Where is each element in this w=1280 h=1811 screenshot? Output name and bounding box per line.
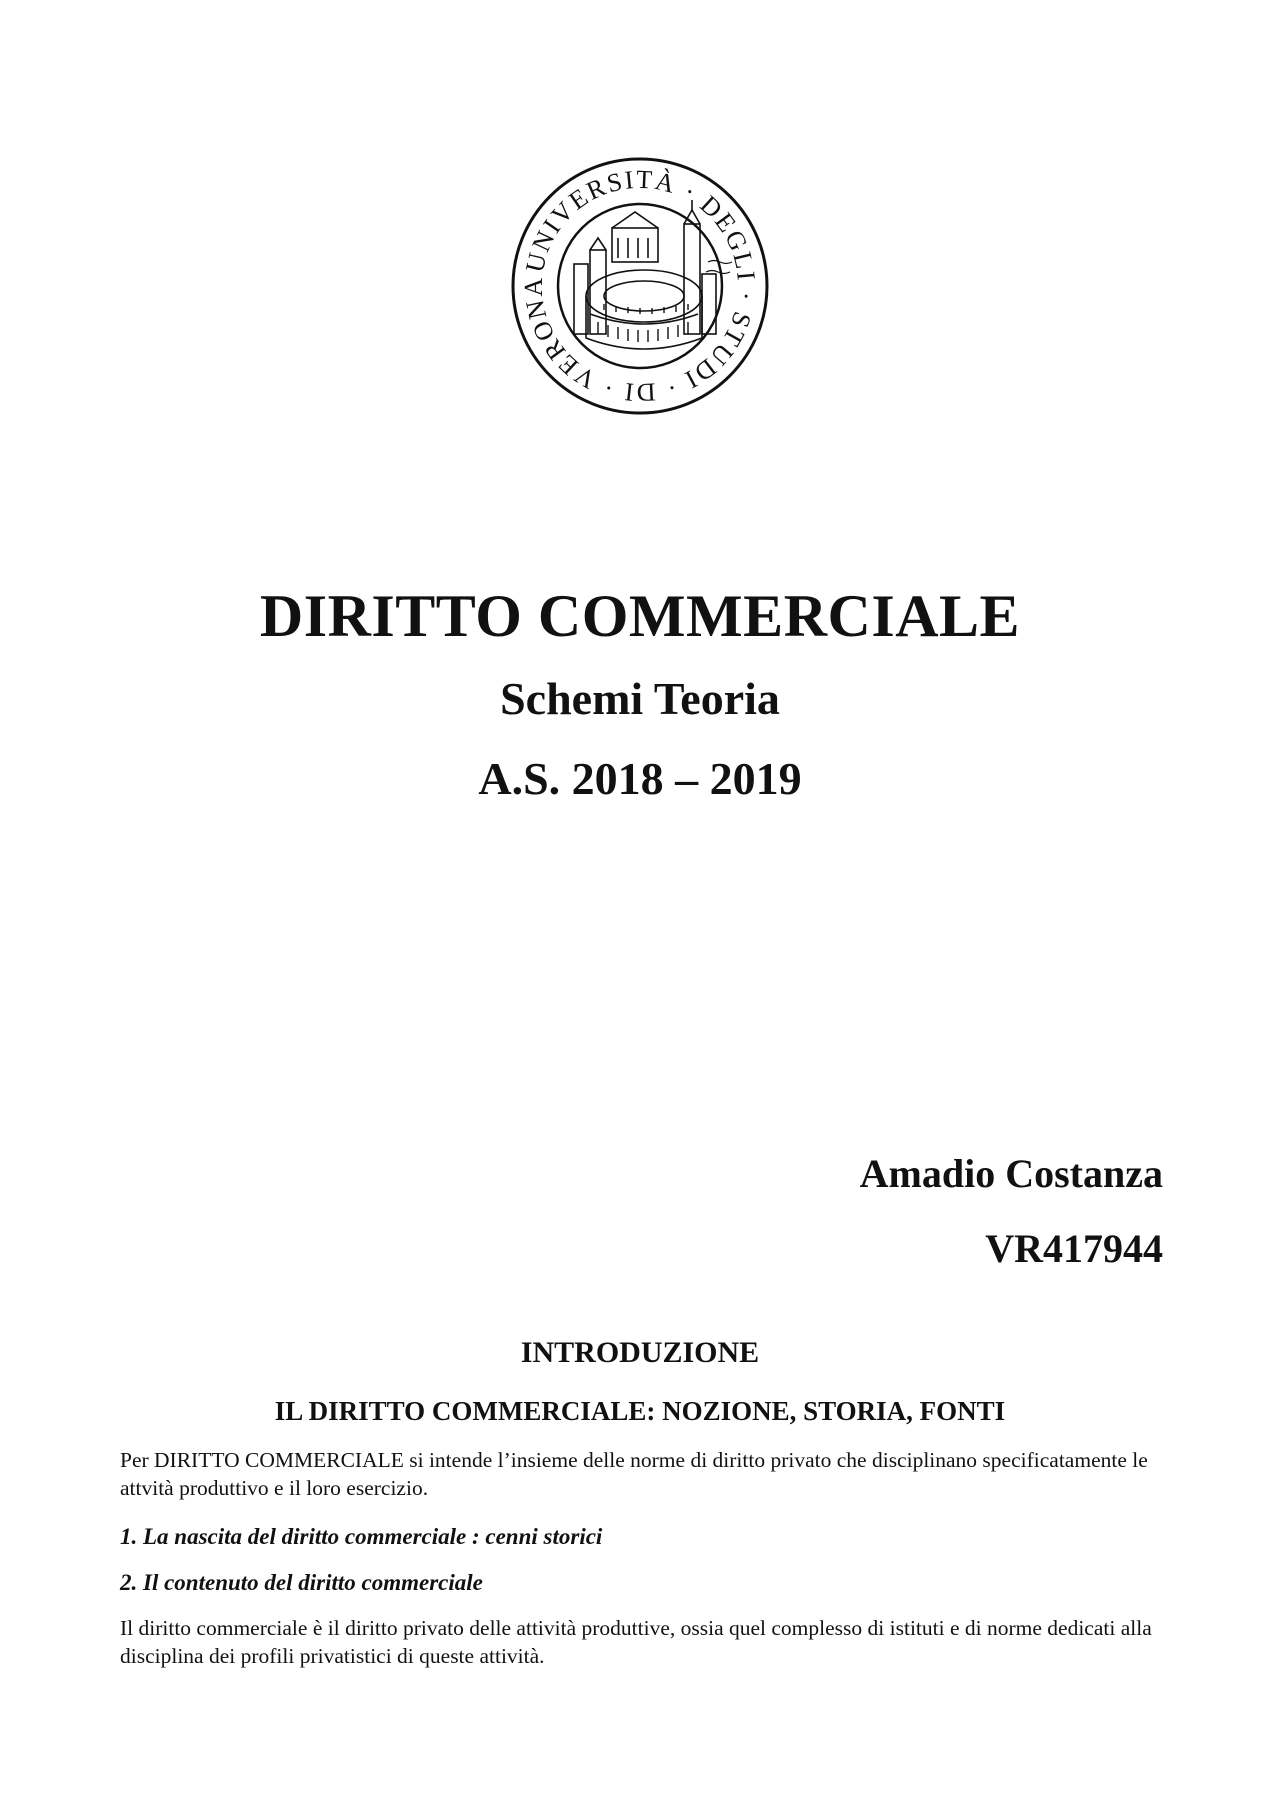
topic-heading: IL DIRITTO COMMERCIALE: NOZIONE, STORIA, FONTI bbox=[274, 1396, 1006, 1426]
intro-paragraph: Per DIRITTO COMMERCIALE si intende l’insieme delle norme di diritto privato che disciplinano specificatamente le attvità produttivo e il loro esercizio. bbox=[120, 1448, 1148, 1500]
subsection-heading-2: 2. Il contenuto del diritto commerciale bbox=[120, 1570, 483, 1595]
seal-inscription: UNIVERSITÀ · DEGLI · STUDI · DI · VERONA bbox=[518, 164, 762, 408]
university-seal bbox=[508, 154, 772, 418]
subsection-heading-1: 1. La nascita del diritto commerciale : cenni storici bbox=[120, 1524, 603, 1549]
document-title: DIRITTO COMMERCIALE bbox=[259, 583, 1021, 649]
svg-text:UNIVERSITÀ · DEGLI · STUDI · D bbox=[519, 165, 761, 408]
author-name: Amadio Costanza bbox=[859, 1151, 1163, 1196]
document-subtitle: Schemi Teoria bbox=[500, 673, 780, 724]
content-paragraph: Il diritto commerciale è il diritto privato delle attività produttive, ossia quel complesso di istituti e di norme dedicati alla disciplina dei profili privatistici di queste attività. bbox=[120, 1616, 1152, 1668]
academic-year: A.S. 2018 – 2019 bbox=[478, 753, 802, 804]
university-seal-icon bbox=[508, 154, 772, 418]
section-heading: INTRODUZIONE bbox=[520, 1336, 760, 1369]
student-id: VR417944 bbox=[985, 1226, 1163, 1271]
